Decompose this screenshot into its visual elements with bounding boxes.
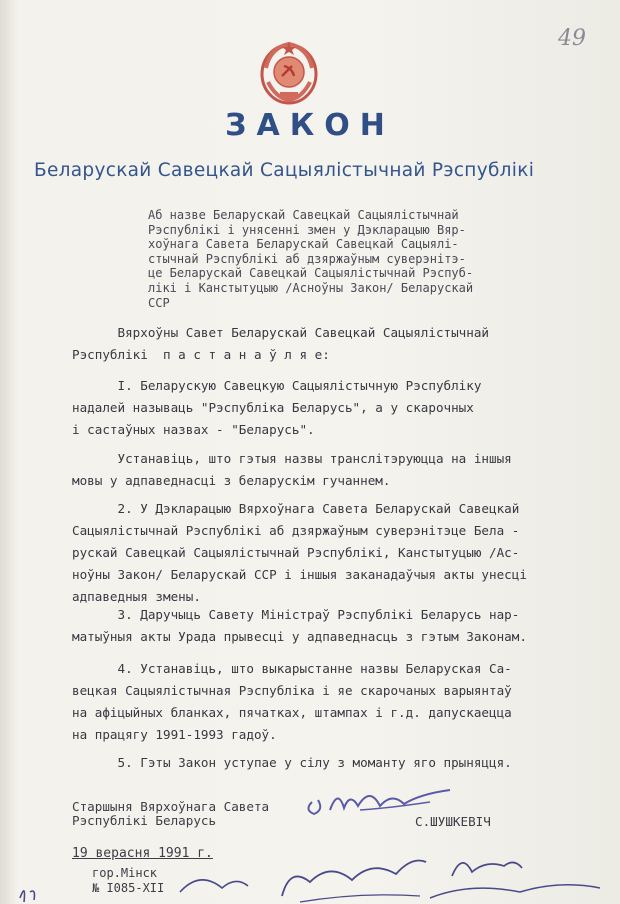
law-heading: Аб назве Беларускай Савецкай Сацыялістычнай Рэспублікі і унясенні змен у Дэкларацыю Вяр- хоўнага Савета Беларускай Савецкай Сацыялі- стычнай Рэспублікі аб дзяржаўным суверэнітэ- це Беларускай Савецкай Сацыялістычнай Рэспуб- лікі і Канстытуцыю /Асноўны Закон/ Беларускай ССР (148, 208, 474, 310)
preamble: Вярхоўны Савет Беларускай Савецкай Сацыялістычнай Рэспублікі п а с т а н а ў л я е: (72, 325, 490, 362)
document-date: 19 верасня 1991 г. (72, 846, 213, 861)
article-4: 4. Устанавіць, што выкарыстанне назвы Беларуская Са- вецкая Сацыялістычная Рэспубліка і яе скарочаных варыянтаў на афіцыйных бланках, пячатках, штампах і г.д. дапускаецца на працягу 1991-1993 гадоў. (72, 661, 512, 742)
article-1: І. Беларускую Савецкую Сацыялістычную Рэспубліку надалей называць "Рэспубліка Беларусь", а у скарочных і састаўных назвах - "Беларусь". (72, 378, 482, 437)
signatory-title: Старшыня Вярхоўнага Савета Рэспублікі Беларусь (72, 799, 270, 828)
document-title: ЗАКОН (225, 108, 395, 143)
article-5: 5. Гэты Закон уступае у сілу з моманту яго прыняцця. (72, 755, 512, 770)
handwritten-annotations-icon (0, 852, 620, 904)
document-subtitle: Беларускай Савецкай Сацыялістычнай Рэспублікі (34, 160, 535, 181)
state-emblem-icon (258, 38, 320, 106)
article-1-note: Устанавіць, што гэтыя назвы транслітэруюцца на іншыя мовы у адпаведнасці з беларускім гучаннем. (72, 451, 512, 488)
document-place-number: гор.Мінск № І085-XІІ (92, 866, 165, 895)
article-2: 2. У Дэкларацыю Вярхоўнага Савета Беларускай Савецкай Сацыялістычнай Рэспублікі аб дзяржаўным суверэнітэце Бела - рускай Савецкай Сацыялістычнай Рэспублікі, Канстытуцыю /Ас- ноўны Закон/ Беларускай ССР і іншыя заканадаўчыя акты унесці адпаведныя змены. (72, 501, 527, 604)
signatory-name: С.ШУШКЕВІЧ (415, 814, 491, 829)
page-number: 49 (558, 26, 586, 51)
article-3: 3. Даручыць Савету Міністраў Рэспублікі Беларусь нар- матыўныя акты Урада прывесці у адпаведнасць з гэтым Законам. (72, 607, 527, 644)
